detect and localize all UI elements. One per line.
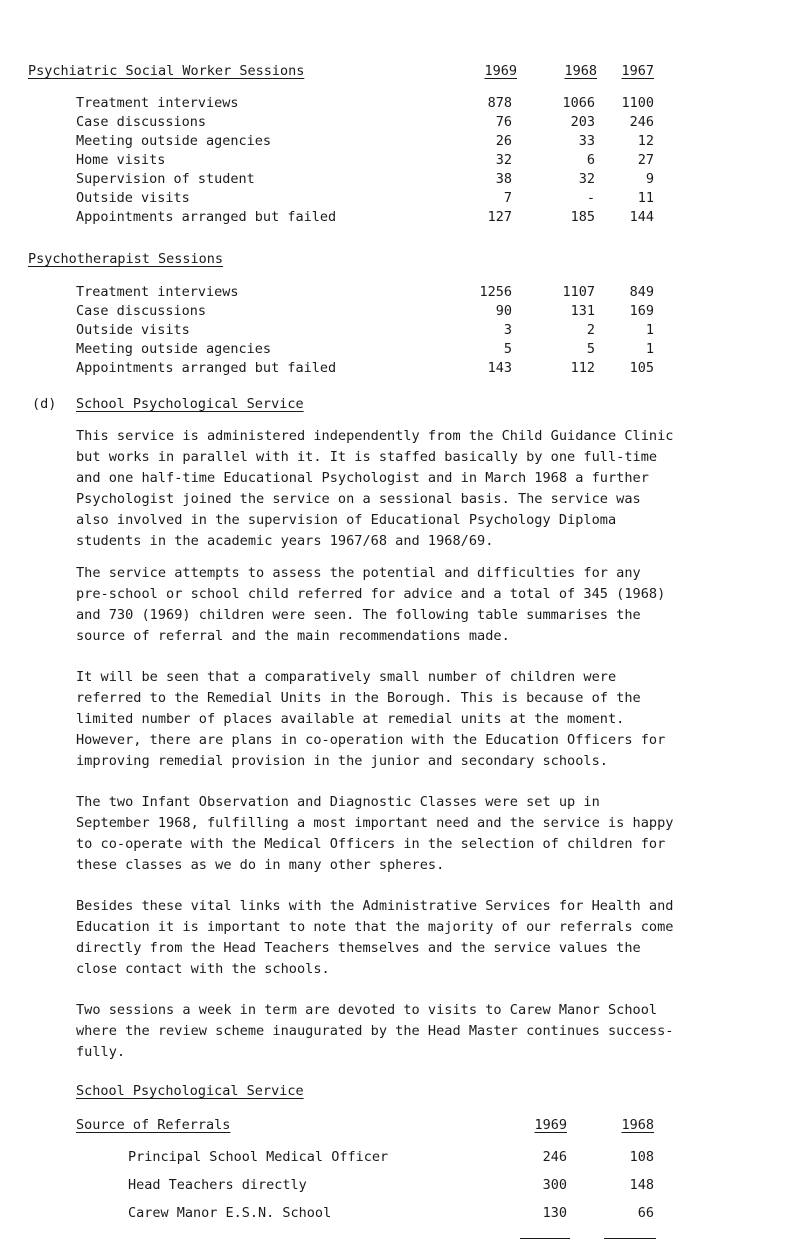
value-1969: 878	[487, 95, 512, 111]
value-1969: 1256	[479, 284, 512, 300]
value-1969: 130	[542, 1205, 567, 1221]
psw-year-1968: 1968	[564, 63, 597, 79]
paragraph: The service attempts to assess the potential and difficulties for any pre-school or school child referred for advice and a total of 345 (1968) and 730 (1969) children were seen. The following table summarises the source of referral and the main recommendations made.	[76, 565, 666, 644]
value-1967: 11	[637, 190, 654, 206]
value-1968: 1066	[562, 95, 595, 111]
value-1967: 169	[629, 303, 654, 319]
row-label: Outside visits	[76, 190, 190, 206]
value-1969: 26	[495, 133, 512, 149]
value-1968: 1107	[562, 284, 595, 300]
value-1967: 27	[637, 152, 654, 168]
psw-year-1967: 1967	[621, 63, 654, 79]
row-label: Head Teachers directly	[128, 1177, 307, 1193]
value-1967: 9	[645, 171, 654, 187]
row-label: Case discussions	[76, 114, 207, 130]
referrals-year-1969: 1969	[534, 1117, 567, 1133]
row-label: Meeting outside agencies	[76, 341, 272, 357]
psw-year-1969: 1969	[484, 63, 517, 79]
value-1969: 76	[495, 114, 512, 130]
value-1969: 7	[503, 190, 512, 206]
paragraph: The two Infant Observation and Diagnostic Classes were set up in September 1968, fulfilling a most important need and the service is happy to co-operate with the Medical Officers in the selection of children for these classes as we do in many other spheres.	[76, 794, 674, 873]
row-label: Outside visits	[76, 322, 190, 338]
referrals-year-1968: 1968	[621, 1117, 654, 1133]
subtotal-rule	[520, 1238, 570, 1239]
value-1969: 300	[542, 1177, 567, 1193]
row-label: Appointments arranged but failed	[76, 360, 337, 376]
row-label: Treatment interviews	[76, 95, 239, 111]
row-label: Meeting outside agencies	[76, 133, 272, 149]
paragraph: This service is administered independently from the Child Guidance Clinic but works in parallel with it. It is staffed basically by one full-time and one half-time Educational Psychologist and in March 1968 a further Psychologist joined the service on a sessional basis. The service was also involved in the supervision of Educational Psychology Diploma students in the academic years 1967/68 and 1968/69.	[76, 428, 674, 549]
row-label: Home visits	[76, 152, 166, 168]
value-1968: 112	[570, 360, 595, 376]
value-1969: 5	[503, 341, 512, 357]
paragraph: It will be seen that a comparatively small number of children were referred to the Remedial Units in the Borough. This is because of the limited number of places available at remedial units at the moment. However, there are plans in co-operation with the Education Officers for improving remedial provision in the junior and secondary schools.	[76, 669, 666, 769]
value-1967: 144	[629, 209, 654, 225]
value-1968: 32	[578, 171, 595, 187]
row-label: Case discussions	[76, 303, 207, 319]
referrals-section-title: School Psychological Service	[76, 1083, 304, 1099]
section-title: School Psychological Service	[76, 396, 304, 412]
value-1968: 185	[570, 209, 595, 225]
value-1967: 1	[645, 322, 654, 338]
value-1968: -	[586, 190, 595, 206]
section-marker: (d)	[32, 396, 57, 412]
pt-title: Psychotherapist Sessions	[28, 251, 224, 267]
value-1968: 148	[629, 1177, 654, 1193]
value-1969: 143	[487, 360, 512, 376]
value-1967: 849	[629, 284, 654, 300]
value-1968: 66	[637, 1205, 654, 1221]
value-1969: 3	[503, 322, 512, 338]
subtotal-rule	[604, 1238, 656, 1239]
row-label: Carew Manor E.S.N. School	[128, 1205, 332, 1221]
value-1967: 1	[645, 341, 654, 357]
value-1969: 246	[542, 1149, 567, 1165]
referrals-title: Source of Referrals	[76, 1117, 231, 1133]
row-label: Appointments arranged but failed	[76, 209, 337, 225]
value-1968: 5	[586, 341, 595, 357]
value-1969: 38	[495, 171, 512, 187]
value-1969: 90	[495, 303, 512, 319]
value-1968: 131	[570, 303, 595, 319]
value-1967: 105	[629, 360, 654, 376]
value-1968: 108	[629, 1149, 654, 1165]
value-1969: 127	[487, 209, 512, 225]
value-1968: 203	[570, 114, 595, 130]
psw-title: Psychiatric Social Worker Sessions	[28, 63, 305, 79]
row-label: Treatment interviews	[76, 284, 239, 300]
value-1967: 12	[637, 133, 654, 149]
value-1967: 1100	[621, 95, 654, 111]
paragraph: Two sessions a week in term are devoted to visits to Carew Manor School where the review scheme inaugurated by the Head Master continues success- fully.	[76, 1002, 674, 1060]
paragraph: Besides these vital links with the Administrative Services for Health and Education it is important to note that the majority of our referrals come directly from the Head Teachers themselves and the service values the close contact with the schools.	[76, 898, 674, 977]
value-1968: 6	[586, 152, 595, 168]
row-label: Supervision of student	[76, 171, 255, 187]
value-1968: 2	[586, 322, 595, 338]
value-1968: 33	[578, 133, 595, 149]
value-1969: 32	[495, 152, 512, 168]
value-1967: 246	[629, 114, 654, 130]
row-label: Principal School Medical Officer	[128, 1149, 389, 1165]
